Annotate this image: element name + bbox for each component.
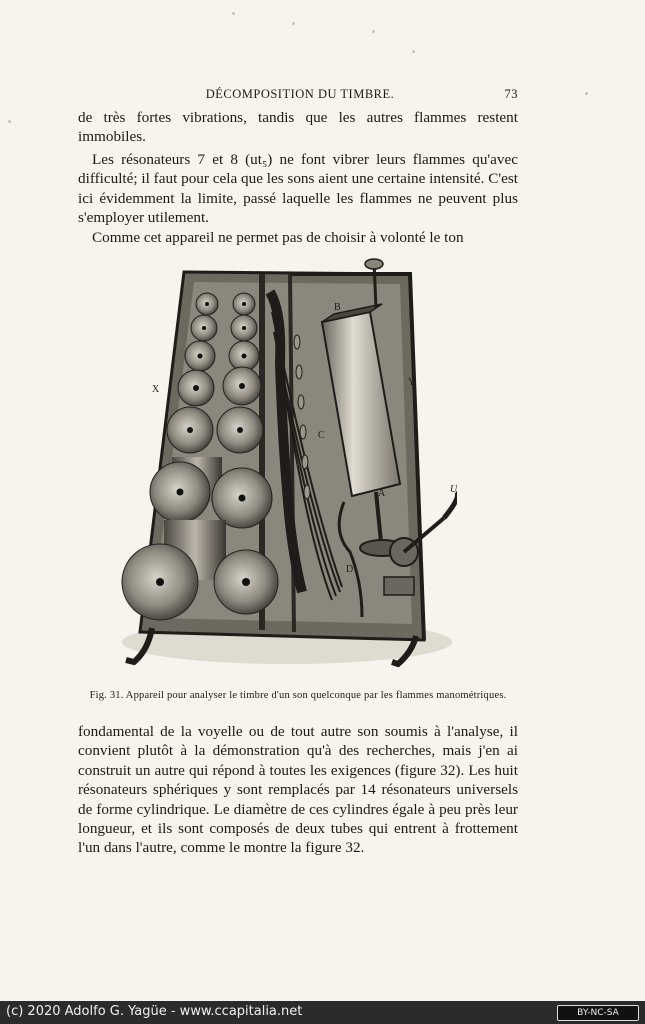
label-c: C <box>318 430 325 441</box>
label-d: D <box>346 564 354 575</box>
running-head <box>80 87 520 105</box>
page-number: 73 <box>504 87 518 101</box>
footer-bar <box>0 1001 645 1024</box>
running-head-title: DÉCOMPOSITION DU TIMBRE. <box>205 87 395 101</box>
copyright-notice: (c) 2020 Adolfo G. Yagüe - www.ccapitalia.net <box>6 1004 303 1019</box>
label-a: A <box>378 488 386 499</box>
label-u: U <box>450 484 457 495</box>
paragraph-3: Comme cet appareil ne permet pas de choisir à volonté le ton <box>92 229 464 246</box>
label-b: B <box>334 302 341 313</box>
figure-31-engraving <box>112 252 457 682</box>
figure-caption: Fig. 31. Appareil pour analyser le timbre d'un son quelconque par les flammes manométriques. <box>89 690 507 701</box>
paragraph-1: de très fortes vibrations, tandis que les autres flammes restent immobiles. <box>78 109 518 146</box>
cc-license-badge: BY-NC-SA <box>557 1005 639 1021</box>
paragraph-4: fondamental de la voyelle ou de tout autre son soumis à l'analyse, il convient plutôt à la démonstration qu'à des recherches, mais j'en ai construit un autre qui répond à toutes les exigences (figure 32). Les huit résonateurs sphériques y sont remplacés par 14 résonateurs universels de forme cylindrique. Le diamètre de ces cylindres égale à peu près leur longueur, et ils sont composés de deux tubes qui entrent à frottement l'un dans l'autre, comme le montre la figure 32. <box>78 723 518 857</box>
label-x: X <box>152 384 160 395</box>
paragraph-2: Les résonateurs 7 et 8 (ut₅) ne font vibrer leurs flammes qu'avec difficulté; il faut pour cela que les sons aient une certaine intensité. C'est ici évidemment la limite, passé laquelle les flammes ne peuvent plus s'employer utilement. <box>78 151 518 227</box>
label-y: Y <box>408 377 416 388</box>
